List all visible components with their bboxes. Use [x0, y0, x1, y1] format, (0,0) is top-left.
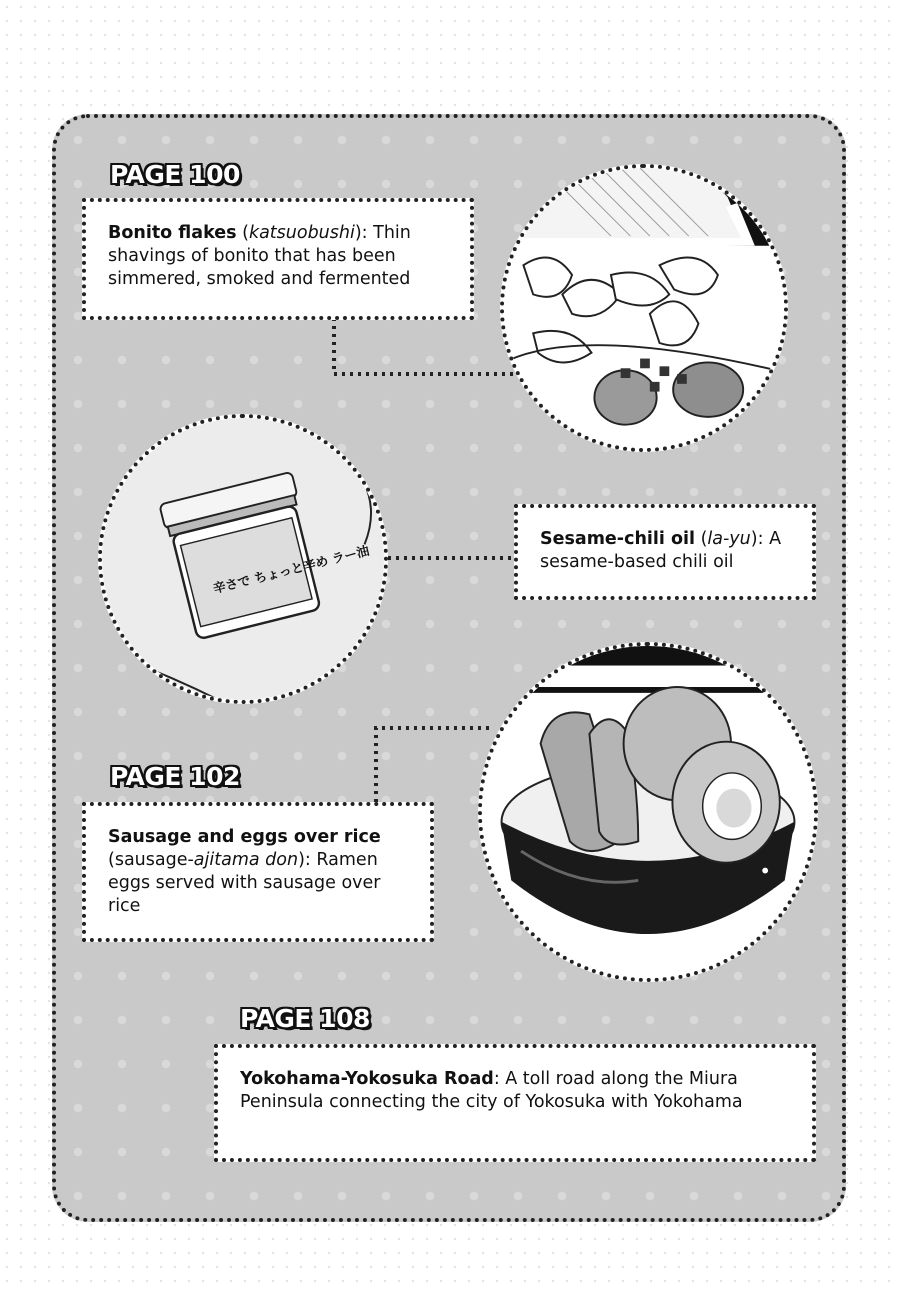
romaji: katsuobushi — [248, 223, 355, 243]
note-yokohama-yokosuka-road — [214, 1044, 816, 1162]
bonito-illustration — [500, 164, 788, 452]
paren: ( — [236, 223, 249, 243]
term: Yokohama-Yokosuka Road — [240, 1069, 494, 1089]
paren: ( — [695, 529, 708, 549]
term: Bonito flakes — [108, 223, 237, 243]
paren: ): — [750, 529, 770, 549]
note-sesame-chili-oil — [514, 504, 816, 600]
definition: : A toll road along the Miura Peninsula connecting the city of Yokosuka with Yokohama — [240, 1069, 743, 1112]
note-sausage-eggs-rice — [82, 802, 434, 942]
paren: ): — [354, 223, 374, 243]
jar-label: 辛さで ちょっと辛め ラー油 — [211, 542, 371, 597]
sausage-eggs-rice-illustration — [478, 642, 818, 982]
paren: (sausage- — [108, 850, 194, 870]
page-heading-102: PAGE 102 — [110, 762, 240, 791]
romaji: la-yu — [707, 529, 751, 549]
chili-oil-jar-illustration — [98, 414, 388, 704]
romaji: ajitama don — [193, 850, 299, 870]
page-heading-100: PAGE 100 — [110, 160, 240, 189]
term: Sausage and eggs over rice — [108, 827, 381, 847]
paren: ): — [298, 850, 317, 870]
note-bonito-flakes — [82, 198, 474, 320]
definition: Ramen eggs served with sausage over rice — [108, 850, 381, 916]
page-heading-108: PAGE 108 — [240, 1004, 370, 1033]
definition: Thin shavings of bonito that has been simmered, smoked and fermented — [108, 223, 411, 289]
term: Sesame-chili oil — [540, 529, 696, 549]
definition: A sesame-based chili oil — [540, 529, 782, 572]
